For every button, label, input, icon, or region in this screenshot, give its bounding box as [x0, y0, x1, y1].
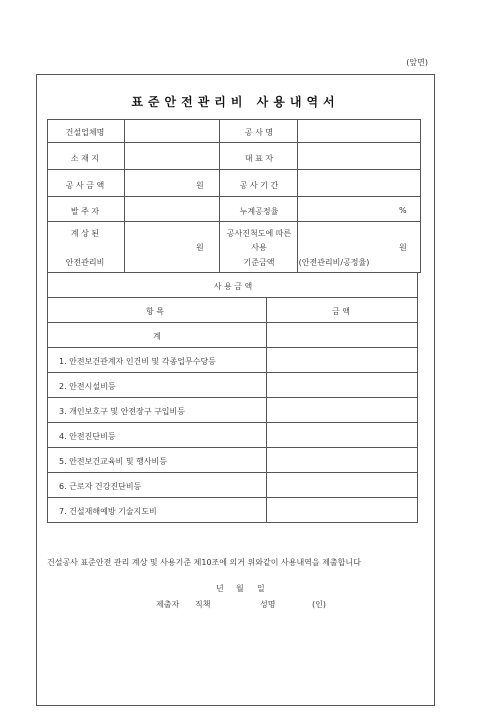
period-label: 공 사 기 간: [239, 181, 279, 190]
project-label: 공 사 명: [244, 128, 274, 137]
usage-item: 1. 안전보건관계자 인건비 및 각종업무수당등: [59, 357, 216, 366]
std-label-line3: 기준금액: [243, 258, 275, 267]
total-label: 계: [153, 332, 161, 341]
info-table: [47, 119, 421, 273]
std-label-line1: 공사진척도에 따른: [226, 229, 292, 238]
progress-label: 누계공정율: [239, 207, 279, 216]
item-amount-cell[interactable]: [267, 348, 418, 373]
page-side-label: (앞면): [406, 58, 428, 67]
name-label: 성명: [260, 600, 276, 609]
std-formula: (안전관리비/공정율): [298, 258, 370, 267]
usage-item: 2. 안전시설비등: [59, 382, 116, 391]
date-day: 일: [257, 584, 265, 593]
date-year: 년: [216, 584, 224, 593]
usage-item: 3. 개인보호구 및 안전장구 구입비등: [59, 407, 185, 416]
period-value-cell[interactable]: [298, 170, 421, 197]
amount-unit: 원: [196, 181, 204, 190]
amount-value-cell[interactable]: [125, 170, 220, 197]
amount-label: 공 사 금 액: [65, 181, 105, 190]
client-value-cell[interactable]: [125, 197, 220, 222]
ceo-label: 대 표 자: [244, 154, 274, 163]
form-title: 표준안전관리비 사용내역서: [131, 95, 340, 109]
usage-item: 5. 안전보건교육비 및 행사비등: [59, 457, 167, 466]
total-amount-cell[interactable]: [267, 323, 418, 348]
item-amount-cell[interactable]: [267, 473, 418, 498]
ceo-value-cell[interactable]: [298, 143, 421, 170]
item-amount-cell[interactable]: [267, 373, 418, 398]
address-label: 소 재 지: [70, 154, 100, 163]
usage-item: 4. 안전진단비등: [59, 432, 116, 441]
form-frame: [36, 74, 435, 706]
address-value-cell[interactable]: [125, 143, 220, 170]
plan-unit: 원: [196, 243, 204, 252]
std-label-line2: 사용: [251, 243, 267, 252]
client-label: 발 주 자: [70, 207, 100, 216]
progress-unit: %: [399, 206, 407, 215]
usage-item: 7. 건설재해예방 기술지도비: [59, 507, 157, 516]
item-amount-cell[interactable]: [267, 423, 418, 448]
company-label: 건설업체명: [65, 128, 105, 137]
submission-statement: 건설공사 표준안전 관리 계상 및 사용기준 제10조에 의거 위와같이 사용내역을 제출합니다: [47, 558, 361, 567]
item-col-label: 항 목: [146, 307, 164, 316]
std-unit: 원: [399, 243, 407, 252]
amount-col-label: 금 액: [332, 307, 350, 316]
plan-label-line2: 안전관리비: [65, 258, 105, 267]
item-amount-cell[interactable]: [267, 398, 418, 423]
seal-mark: (인): [312, 600, 326, 609]
position-label: 직책: [195, 600, 211, 609]
usage-header: 사 용 금 액: [213, 282, 253, 291]
plan-value-cell[interactable]: [125, 222, 220, 273]
date-month: 월: [236, 584, 244, 593]
item-amount-cell[interactable]: [267, 498, 418, 523]
usage-item: 6. 근로자 건강진단비등: [59, 482, 142, 491]
project-value-cell[interactable]: [298, 120, 421, 143]
company-value-cell[interactable]: [125, 120, 220, 143]
item-amount-cell[interactable]: [267, 448, 418, 473]
plan-label-line1: 계 상 된: [70, 229, 100, 238]
submitter-label: 제출자: [156, 600, 180, 609]
